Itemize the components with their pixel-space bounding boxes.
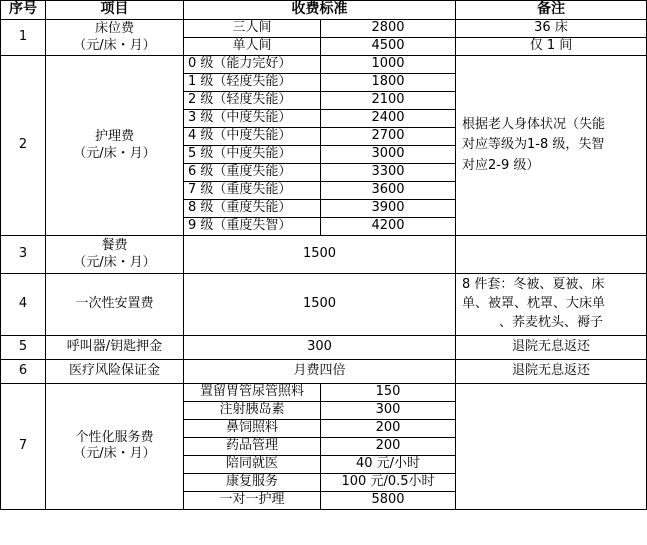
table-row (1, 359, 647, 383)
remark-cell (456, 56, 647, 236)
sub-label: 0 级（能力完好） (184, 56, 321, 74)
item-unit: （元/床・月） (73, 446, 156, 462)
header-row (1, 1, 647, 20)
sub-value: 3900 (321, 200, 456, 218)
row-no: 4 (1, 274, 46, 336)
sub-label: 置留胃管尿管照料 (184, 383, 321, 401)
remark-line: 单、被罩、枕罩、大床单 (462, 295, 606, 311)
sub-label: 注射胰岛素 (184, 401, 321, 419)
header-standard: 收费标准 (184, 1, 456, 20)
table-row (1, 383, 647, 401)
sub-value: 150 (321, 383, 456, 401)
item-unit: （元/床・月） (73, 145, 156, 161)
table-row (1, 236, 647, 274)
sub-value: 2700 (321, 128, 456, 146)
remark-cell (456, 236, 647, 274)
remark-cell (456, 383, 647, 509)
item-name (46, 383, 184, 509)
row-no: 6 (1, 359, 46, 383)
remark-cell: 退院无息返还 (456, 359, 647, 383)
sub-label: 1 级（轻度失能） (184, 74, 321, 92)
table-row (1, 335, 647, 359)
item-name (46, 56, 184, 236)
table-row (1, 274, 647, 336)
item-name (46, 236, 184, 274)
header-remark: 备注 (456, 1, 647, 20)
remark-cell: 退院无息返还 (456, 335, 647, 359)
row-no: 1 (1, 20, 46, 56)
row-no: 3 (1, 236, 46, 274)
item-unit: （元/床・月） (73, 254, 156, 270)
item-name: 一次性安置费 (46, 274, 184, 336)
standard-value: 月费四倍 (184, 359, 456, 383)
header-no: 序号 (1, 1, 46, 20)
item-unit: （元/床・月） (73, 37, 156, 53)
sub-label: 药品管理 (184, 437, 321, 455)
sub-value: 2400 (321, 110, 456, 128)
sub-value: 40 元/小时 (321, 455, 456, 473)
remark-line: 根据老人身体状况（失能 (462, 117, 606, 133)
sub-value: 3000 (321, 146, 456, 164)
sub-value: 2100 (321, 92, 456, 110)
table-row (1, 20, 647, 38)
header-item: 项目 (46, 1, 184, 20)
sub-label: 7 级（重度失能） (184, 182, 321, 200)
item-title: 个性化服务费 (75, 429, 154, 445)
sub-value: 100 元/0.5小时 (321, 473, 456, 491)
standard-value: 1500 (184, 274, 456, 336)
sub-label: 鼻饲照料 (184, 419, 321, 437)
remark-cell (456, 274, 647, 336)
sub-value: 200 (321, 419, 456, 437)
item-title: 床位费 (94, 21, 134, 37)
sub-value: 5800 (321, 491, 456, 509)
sub-value: 300 (321, 401, 456, 419)
sub-value: 4200 (321, 218, 456, 236)
row-no: 5 (1, 335, 46, 359)
sub-label: 一对一护理 (184, 491, 321, 509)
sub-label: 陪同就医 (184, 455, 321, 473)
sub-label: 三人间 (184, 20, 321, 38)
item-name: 呼叫器/钥匙押金 (46, 335, 184, 359)
sub-label: 5 级（中度失能） (184, 146, 321, 164)
sub-value: 200 (321, 437, 456, 455)
row-no: 2 (1, 56, 46, 236)
sub-label: 2 级（轻度失能） (184, 92, 321, 110)
remark-line: 对应2-9 级） (462, 157, 540, 173)
sub-label: 3 级（中度失能） (184, 110, 321, 128)
remark-line: 8 件套：冬被、夏被、床 (462, 277, 605, 292)
remark-cell: 仅 1 间 (456, 38, 647, 56)
sub-label: 单人间 (184, 38, 321, 56)
sub-value: 1000 (321, 56, 456, 74)
sub-value: 4500 (321, 38, 456, 56)
remark-cell: 36 床 (456, 20, 647, 38)
item-title: 餐费 (101, 238, 128, 254)
table-row (1, 56, 647, 74)
item-title: 护理费 (94, 129, 134, 145)
sub-label: 康复服务 (184, 473, 321, 491)
sub-label: 9 级（重度失智） (184, 218, 321, 236)
standard-value: 1500 (184, 236, 456, 274)
item-name (46, 20, 184, 56)
standard-value: 300 (184, 335, 456, 359)
remark-line: 、荞麦枕头、褥子 (498, 314, 603, 330)
sub-label: 6 级（重度失能） (184, 164, 321, 182)
sub-value: 1800 (321, 74, 456, 92)
sub-value: 2800 (321, 20, 456, 38)
row-no: 7 (1, 383, 46, 509)
sub-label: 8 级（重度失能） (184, 200, 321, 218)
remark-line: 对应等级为1-8 级，失智 (462, 137, 605, 153)
sub-value: 3600 (321, 182, 456, 200)
sub-label: 4 级（中度失能） (184, 128, 321, 146)
sub-value: 3300 (321, 164, 456, 182)
item-name: 医疗风险保证金 (46, 359, 184, 383)
